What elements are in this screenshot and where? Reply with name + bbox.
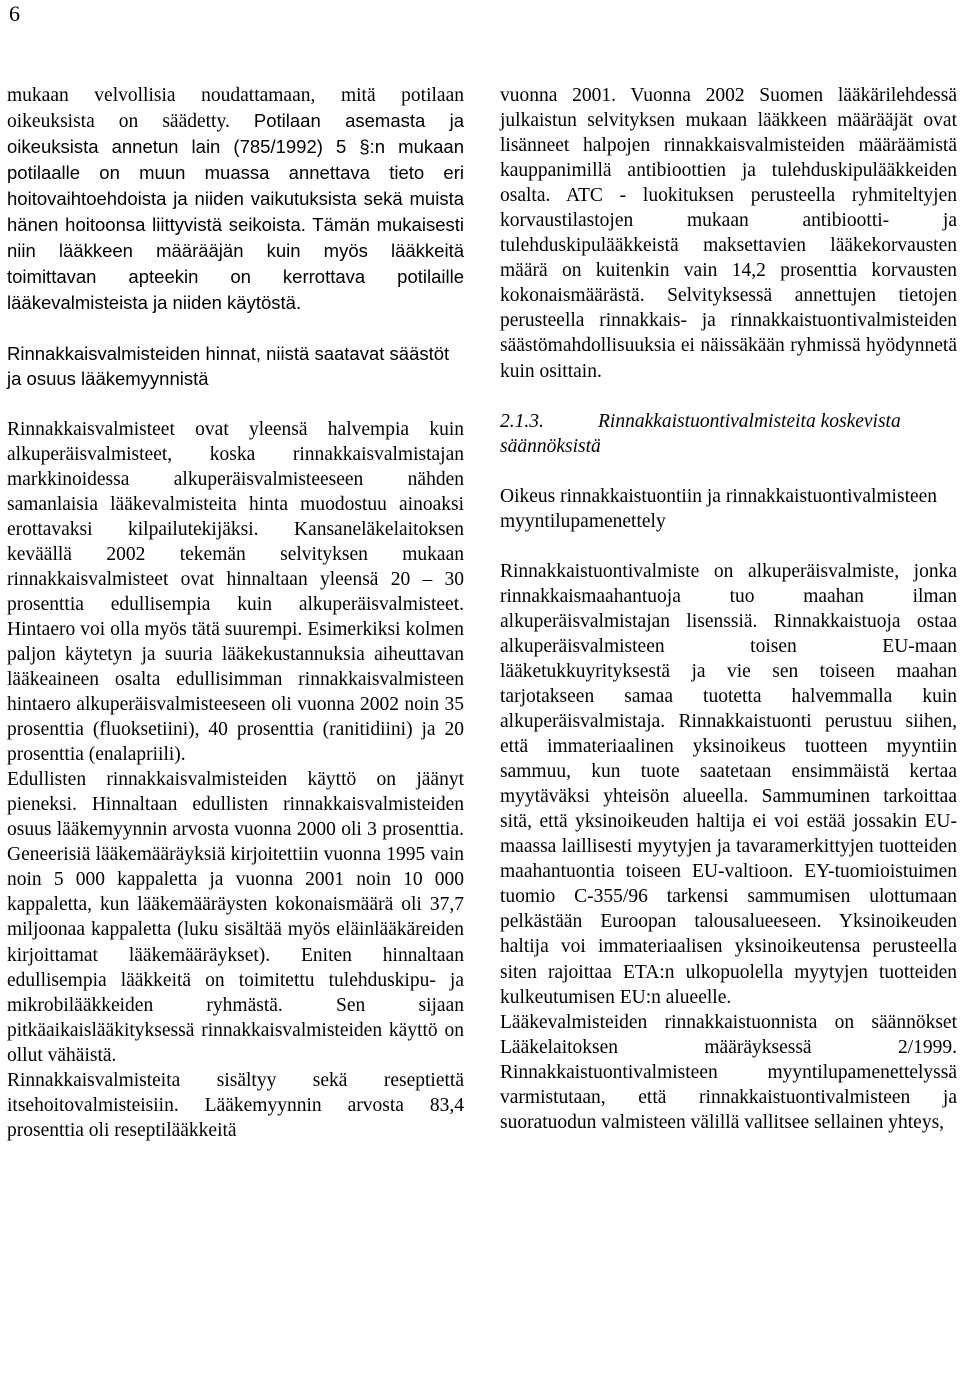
left-paragraph-3: Edullisten rinnakkaisvalmisteiden käyttö on jäänyt pieneksi. Hinnaltaan edullisten rinnakkaisvalmisteiden osuus lääkemyynnin arvosta vuonna 2000 oli 3 prosenttia. Geneerisiä lääkemääräyksiä kirjoitettiin vuonna 1995 vain noin 5 000 kappaletta ja vuonna 2001 noin 10 000 kappaletta, kun lääkemääräysten kokonaismäärä oli 37,7 miljoonaa kappaletta (luku sisältää myös eläinlääkäreiden kirjoittamat lääkemääräykset). Eniten hinnaltaan edullisempia lääkkeitä on toimitettu tulehduskipu- ja mikrobilääkkeiden ryhmästä. Sen sijaan pitkäaikaislääkityksessä rinnakkaisvalmisteiden käyttö on ollut vähäistä. xyxy=(7,769,464,1066)
right-paragraph-2: Rinnakkaistuontivalmiste on alkuperäisvalmiste, jonka rinnakkaismaahantuoja tuo maahan ilman alkuperäisvalmistajan lisenssiä. Rinnakkaistuoja ostaa alkuperäisvalmisteen toisen EU-maan lääketukkuyrityksestä ja vie sen toiseen maahan tarjotakseen samaa tuotetta halvemmalla kuin alkuperäisvalmistaja. Rinnakkaistuonti perustuu siihen, että immateriaalinen yksinoikeus tuotteen myyntiin sammuu, kun tuote saatetaan ensimmäistä kertaa myytäväksi yhteisön alueella. Sammuminen tarkoittaa sitä, että yksinoikeuden haltija ei voi estää jossakin EU-maassa laillisesti myytyjen ja tavaramerkittyjen tuotteiden maahantuontia toiseen EU-valtioon. EY-tuomioistuimen tuomio C-355/96 tarkensi sammumisen ulottumaan pelkästään Euroopan talousalueeseen. Yksinoikeuden haltija voi immateriaalisen yksinoikeutensa perusteella siten rajoittaa ETA:n ulkopuolella myytyjen tuotteiden kulkeutumisen EU:n alueelle. xyxy=(500,560,957,1008)
page-number: 6 xyxy=(9,1,20,26)
right-paragraph-1: vuonna 2001. Vuonna 2002 Suomen lääkärilehdessä julkaistun selvityksen mukaan lääkkeen määrääjät ovat lisänneet halpojen rinnakkaisvalmisteiden määräämistä kauppanimillä antibioottien ja tulehduskipulääkkeiden osalta. ATC - luokituksen perusteella ryhmiteltyjen korvaustilastojen mukaan antibiootti- ja tulehduskipulääkkeistä maksettavien lääkekorvausten määrä on kuitenkin vain 14,2 prosenttia korvausten kokonaismäärästä. Selvityksessä annettujen tietojen perusteella rinnakkais- ja rinnakkaistuontivalmisteiden säästömahdollisuuksia ei näissäkään ryhmissä hyödynnetä kuin osittain. xyxy=(500,85,957,382)
right-paragraph-3: Lääkevalmisteiden rinnakkaistuonnista on säännökset Lääkelaitoksen määräyksessä 2/1999. Rinnakkaistuontivalmisteen myyntilupamenettelyssä varmistutaan, että rinnakkaistuontivalmisteen ja suoratuodun valmisteen välillä vallitsee sellainen yhteys, xyxy=(500,1011,957,1133)
subheading-parallel-import-right: Oikeus rinnakkaistuontiin ja rinnakkaistuontivalmisteen myyntilupamenettely xyxy=(500,485,938,532)
section-number: 2.1.3. xyxy=(500,410,544,432)
left-paragraph-4: Rinnakkaisvalmisteita sisältyy sekä reseptiettä itsehoitovalmisteisiin. Lääkemyynnin arvosta 83,4 prosenttia oli reseptilääkkeitä xyxy=(7,1069,464,1141)
section-title: Rinnakkaistuontivalmisteita koskevista säännöksistä xyxy=(500,410,901,457)
right-column xyxy=(500,83,957,1135)
section-heading-prices: Rinnakkaisvalmisteiden hinnat, niistä saatavat säästöt ja osuus lääkemyynnistä xyxy=(7,343,450,390)
left-paragraph-1-sans: Potilaan asemasta ja oikeuksista annetun lain (785/1992) 5 §:n mukaan potilaalle on muun muassa annettava tieto eri hoitovaihtoehdoista ja niiden vaikutuksista sekä muista hänen hoitoonsa liittyvistä seikoista. Tämän mukaisesti niin lääkkeen määrääjän kuin myös lääkkeitä toimittavan apteekin on kerrottava potilaille lääkevalmisteista ja niiden käytöstä. xyxy=(7,110,464,314)
left-paragraph-1-serif: mukaan velvollisia noudattamaan, mitä potilaan oikeuksista on säädetty. xyxy=(7,85,464,133)
left-paragraph-1 xyxy=(7,83,464,316)
left-paragraph-2: Rinnakkaisvalmisteet ovat yleensä halvempia kuin alkuperäisvalmisteet, koska rinnakkaisvalmistajan markkinoidessa alkuperäisvalmisteeseen nähden samanlaisia lääkevalmisteita hinta muodostuu ainoaksi erottavaksi kilpailutekijäksi. Kansaneläkelaitoksen keväällä 2002 tekemän selvityksen mukaan rinnakkaisvalmisteet ovat hinnaltaan yleensä 20 – 30 prosenttia edullisempia kuin alkuperäisvalmisteet. Hintaero voi olla myös tätä suurempi. Esimerkiksi kolmen paljon käytetyn ja suuria lääkekustannuksia aiheuttavan lääkeaineen osalta edullisimman rinnakkaisvalmisteen hintaero alkuperäisvalmisteeseen oli vuonna 2002 noin 35 prosenttia (fluoksetiini), 40 prosenttia (ranitidiini) ja 20 prosenttia (enalapriili). xyxy=(7,418,464,766)
section-heading-parallel-import xyxy=(500,409,957,459)
left-column xyxy=(7,83,464,1143)
